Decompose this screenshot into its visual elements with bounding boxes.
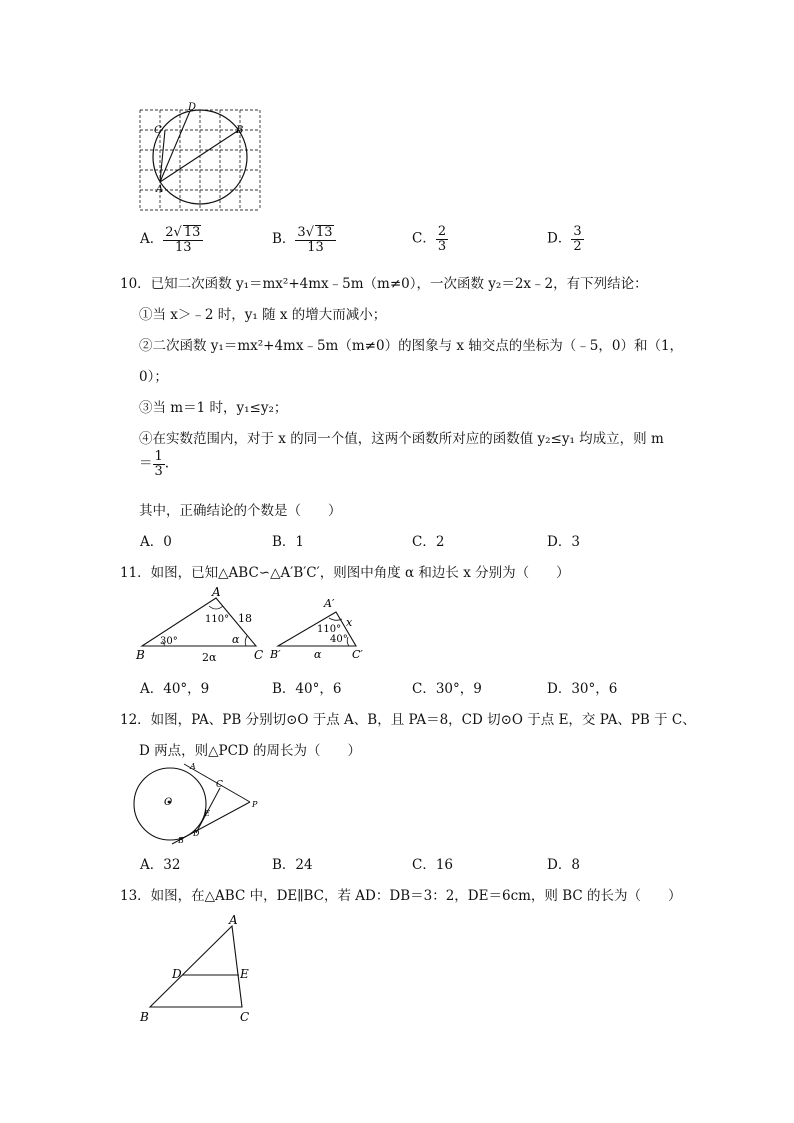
q9-label-a: A <box>156 184 164 195</box>
q12-option-a[interactable]: A．32 <box>140 857 181 873</box>
q12-stem-line-2: D 两点，则△PCD 的周长为（ ） <box>139 743 362 759</box>
q11-triangle-a1b1c1-figure <box>266 592 376 664</box>
q9-option-c[interactable]: C． $\frac{2}{3}$ <box>412 224 447 254</box>
q11-option-d[interactable]: D．30°，6 <box>547 681 618 697</box>
q11-stem: 11．如图，已知△ABC∽△A′B′C′，则图中角度 α 和边长 x 分别为（ ） <box>120 565 570 581</box>
q10-option-d[interactable]: D．3 <box>547 534 580 550</box>
q9-label-c: C <box>154 125 162 136</box>
q10-statement-3: ③当 m＝1 时，y₁≤y₂； <box>139 400 288 416</box>
q9-circle-grid-figure <box>128 100 270 216</box>
q10-statement-1: ①当 x＞﹣2 时，y₁ 随 x 的增大而减小； <box>139 307 387 323</box>
q9-option-d[interactable]: D． $\frac{3}{2}$ <box>547 224 582 254</box>
q11-fig1-angle-b: 30° <box>160 636 178 647</box>
q11-fig2-label-a: A′ <box>324 597 335 610</box>
q10-statement-4a: ④在实数范围内，对于 x 的同一个值，这两个函数所对应的函数值 y₂≤y₁ 均成立，则 m <box>139 431 664 447</box>
q11-fig2-x: x <box>346 616 353 629</box>
q13-label-d: D <box>172 967 182 981</box>
q12-label-c: C <box>216 780 223 790</box>
q10-statement-2a: ②二次函数 y₁＝mx²+4mx﹣5m（m≠0）的图象与 x 轴交点的坐标为（﹣5，0）和（1， <box>139 338 684 354</box>
q9-label-b: B <box>236 125 244 136</box>
q10-option-b[interactable]: B．1 <box>272 534 305 550</box>
q13-label-a: A <box>229 913 238 927</box>
q12-option-d[interactable]: D．8 <box>547 857 580 873</box>
q10-option-c[interactable]: C．2 <box>412 534 445 550</box>
q10-stem: 10．已知二次函数 y₁＝mx²+4mx﹣5m（m≠0），一次函数 y₂＝2x﹣2，有下列结论： <box>120 276 648 292</box>
q10-option-a[interactable]: A．0 <box>140 534 172 550</box>
q11-fig1-alpha: α <box>232 633 240 646</box>
q12-label-p: P <box>252 800 258 809</box>
q10-statement-2b: 0）； <box>139 369 168 385</box>
q11-fig2-angle-a: 110° <box>317 624 342 635</box>
q13-label-b: B <box>140 1010 149 1024</box>
q12-tangent-circle-figure <box>132 758 272 848</box>
q12-label-d: D <box>193 829 200 838</box>
q11-option-a[interactable]: A．40°，9 <box>140 681 210 697</box>
q11-fig1-side: 18 <box>238 612 252 625</box>
q13-stem: 13．如图，在△ABC 中，DE∥BC，若 AD：DB＝3：2，DE＝6cm，则 BC 的长为（ ） <box>120 888 682 904</box>
q13-label-e: E <box>240 967 249 981</box>
q12-stem-line-1: 12．如图，PA、PB 分别切⊙O 于点 A、B，且 PA＝8，CD 切⊙O 于点 E，交 PA、PB 于 C、 <box>120 712 696 728</box>
q11-fig1-label-a: A <box>212 586 221 599</box>
q11-option-b[interactable]: B．40°，6 <box>272 681 342 697</box>
q11-fig2-angle-c: 40° <box>330 634 348 645</box>
q13-triangle-parallel-figure <box>136 912 266 1027</box>
q10-statement-4b: ＝ $\frac{1}{3}$ . <box>139 449 170 479</box>
q11-option-c[interactable]: C．30°，9 <box>412 681 482 697</box>
q12-label-o: O <box>164 797 173 808</box>
q9-label-d: D <box>188 102 197 113</box>
q12-label-b: B <box>178 836 184 845</box>
q12-option-c[interactable]: C．16 <box>412 857 454 873</box>
q11-fig2-label-c: C′ <box>352 648 363 661</box>
q11-fig1-base: 2α <box>202 651 217 664</box>
q11-fig1-label-c: C <box>254 648 264 662</box>
q10-question: 其中，正确结论的个数是（ ） <box>139 503 342 519</box>
q11-fig2-label-b: B′ <box>270 648 281 661</box>
q12-option-b[interactable]: B．24 <box>272 857 313 873</box>
q9-option-a[interactable]: A． $\frac{2√ 13}{13}$ <box>140 225 203 254</box>
q11-fig1-label-b: B <box>136 648 145 662</box>
q11-triangle-abc-figure <box>132 586 272 666</box>
q11-fig2-base: α <box>314 648 322 661</box>
q12-label-a: A <box>190 762 196 771</box>
q12-label-e: E <box>204 809 210 818</box>
q9-option-b[interactable]: B． $\frac{3√ 13}{13}$ <box>272 225 336 254</box>
q13-label-c: C <box>240 1010 250 1024</box>
q11-fig1-angle-a: 110° <box>205 614 230 625</box>
